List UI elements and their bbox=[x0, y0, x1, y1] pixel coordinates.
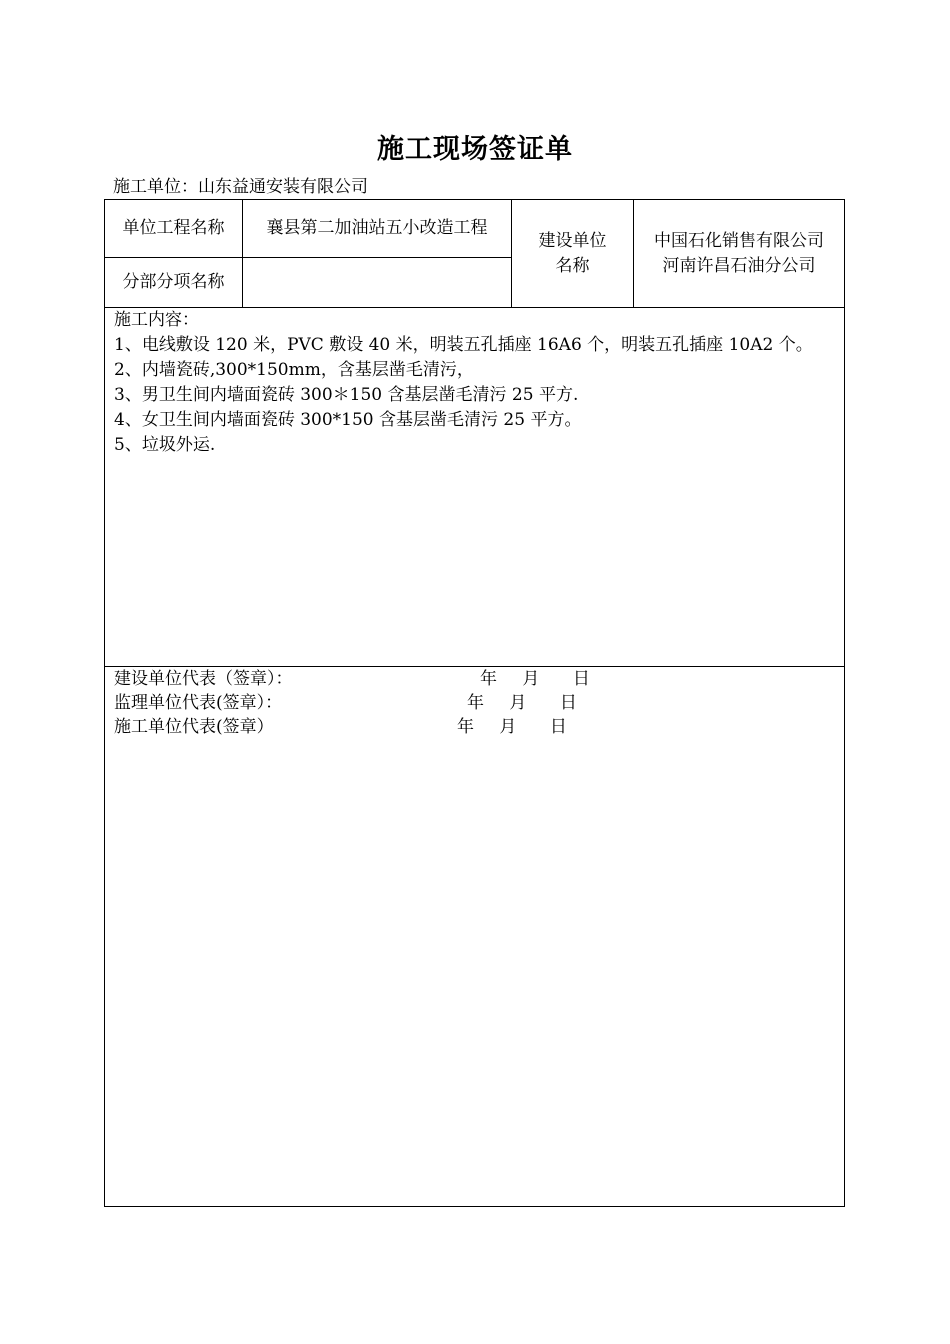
date-day: 日 bbox=[572, 669, 590, 689]
client-label-line: 名称 bbox=[555, 255, 590, 276]
construction-content bbox=[114, 308, 842, 458]
subproject-value bbox=[243, 258, 511, 307]
project-name-value: 襄县第二加油站五小改造工程 bbox=[266, 218, 488, 238]
date-month: 月 bbox=[522, 669, 540, 689]
date-year: 年 bbox=[480, 669, 497, 689]
visa-form-table bbox=[104, 199, 845, 1207]
date-day: 日 bbox=[549, 717, 567, 737]
signature-date bbox=[480, 667, 590, 691]
signature-row bbox=[114, 715, 842, 739]
date-day: 日 bbox=[559, 693, 577, 713]
signature-label: 监理单位代表(签章）： bbox=[114, 693, 283, 713]
signature-date bbox=[457, 715, 567, 739]
content-item: 3、男卫生间内墙面瓷砖 300＊150 含基层凿毛清污 25 平方. bbox=[114, 385, 579, 405]
page-title: 施工现场签证单 bbox=[377, 134, 573, 165]
client-label-line: 建设单位 bbox=[538, 230, 607, 251]
signature-label: 建设单位代表（签章）： bbox=[114, 669, 293, 689]
signature-label: 施工单位代表(签章） bbox=[114, 717, 274, 737]
date-month: 月 bbox=[499, 717, 517, 737]
contractor-line: 施工单位：山东益通安装有限公司 bbox=[113, 177, 368, 197]
client-label bbox=[512, 200, 633, 307]
signature-date bbox=[467, 691, 577, 715]
content-item: 4、女卫生间内墙面瓷砖 300*150 含基层凿毛清污 25 平方。 bbox=[114, 410, 582, 430]
content-item: 2、内墙瓷砖,300*150mm，含基层凿毛清污， bbox=[114, 360, 474, 380]
date-year: 年 bbox=[457, 717, 474, 737]
date-year: 年 bbox=[467, 693, 484, 713]
content-item: 5、垃圾外运. bbox=[114, 435, 216, 455]
signature-row bbox=[114, 667, 842, 691]
content-heading: 施工内容： bbox=[114, 310, 199, 330]
project-name-label: 单位工程名称 bbox=[122, 218, 225, 238]
signature-row bbox=[114, 691, 842, 715]
client-value-line: 中国石化销售有限公司 bbox=[654, 230, 824, 251]
signature-section bbox=[114, 667, 842, 739]
client-value bbox=[634, 200, 844, 307]
subproject-label: 分部分项名称 bbox=[122, 272, 225, 292]
date-month: 月 bbox=[509, 693, 527, 713]
content-item: 1、电线敷设 120 米，PVC 敷设 40 米，明装五孔插座 16A6 个，明装五孔插座 10A2 个。 bbox=[114, 335, 813, 355]
client-value-line: 河南许昌石油分公司 bbox=[662, 255, 816, 276]
